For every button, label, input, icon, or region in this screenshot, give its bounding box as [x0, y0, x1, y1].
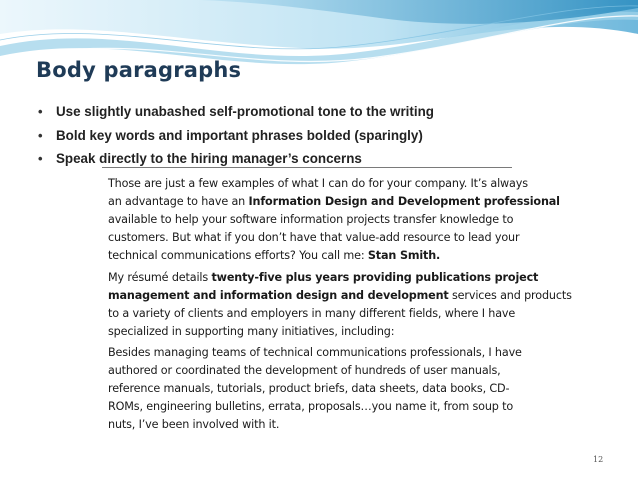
- bullet-text: Use slightly unabashed self-promotional tone to the writing: [56, 104, 434, 119]
- excerpt-text: an advantage to have an: [108, 195, 249, 209]
- excerpt-paragraph-3: [108, 344, 522, 434]
- excerpt-line: ROMs, engineering bulletins, errata, proposals…you name it, from soup to: [108, 400, 514, 414]
- excerpt-paragraph-1: [108, 175, 560, 265]
- bullet-text: Speak directly to the hiring manager’s concerns: [56, 151, 362, 166]
- excerpt-line: [108, 269, 539, 287]
- excerpt-line: [108, 193, 560, 211]
- excerpt-line: nuts, I’ve been involved with it.: [108, 418, 280, 432]
- excerpt-paragraph-2: [108, 269, 572, 341]
- bullet-text: Bold key words and important phrases bolded (sparingly): [56, 127, 423, 143]
- excerpt-line: specialized in supporting many initiatives, including:: [108, 325, 395, 339]
- bullet-list: [38, 100, 434, 171]
- slide-title: Body paragraphs: [36, 58, 242, 82]
- excerpt-line: [108, 247, 512, 265]
- bullet-dot-icon: •: [38, 127, 43, 143]
- excerpt-line: Those are just a few examples of what I can do for your company. It’s always: [108, 177, 528, 190]
- excerpt-bold-text: management and information design and development: [108, 289, 449, 303]
- excerpt-line: authored or coordinated the development of hundreds of user manuals,: [108, 364, 501, 378]
- excerpt-line: to a variety of clients and employers in many different fields, where I have: [108, 307, 516, 321]
- page-number: 12: [593, 455, 604, 464]
- excerpt-line: Besides managing teams of technical communications professionals, I have: [108, 346, 522, 359]
- excerpt-top-rule: [102, 167, 512, 168]
- bullet-dot-icon: •: [38, 104, 43, 119]
- bullet-dot-icon: •: [38, 151, 43, 166]
- excerpt-bold-text: Information Design and Development professional: [248, 195, 560, 209]
- excerpt-text: My résumé details: [108, 271, 212, 284]
- excerpt-bold-text: twenty-five plus years providing publications project: [211, 271, 539, 284]
- bullet-item: [38, 100, 434, 124]
- excerpt-line: available to help your software information projects transfer knowledge to: [108, 213, 514, 227]
- excerpt-line: reference manuals, tutorials, product briefs, data sheets, data books, CD-: [108, 382, 510, 396]
- excerpt-text: services and products: [448, 289, 572, 303]
- excerpt-text: technical communications efforts? You call me:: [108, 249, 368, 263]
- excerpt-line: [108, 287, 572, 305]
- letter-excerpt-image: [102, 166, 572, 432]
- excerpt-bold-text: Stan Smith.: [367, 249, 441, 263]
- bullet-item: [38, 124, 434, 148]
- excerpt-line: customers. But what if you don’t have that value-add resource to lead your: [108, 231, 520, 245]
